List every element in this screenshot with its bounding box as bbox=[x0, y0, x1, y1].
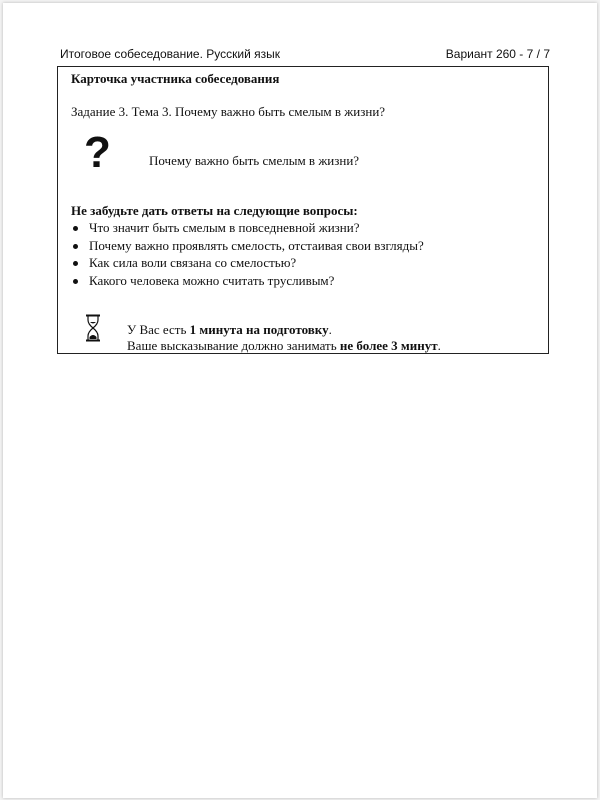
question-mark-icon: ? bbox=[84, 128, 111, 177]
prep-text-a: У Вас есть bbox=[127, 322, 190, 337]
question-text: Почему важно проявлять смелость, отстаивая свои взгляды? bbox=[89, 237, 424, 253]
card-title: Карточка участника собеседования bbox=[71, 71, 280, 86]
document-page bbox=[3, 3, 597, 798]
prep-text-c: . bbox=[328, 322, 332, 337]
prep-time-text bbox=[127, 322, 332, 338]
question-text: Как сила воли связана со смелостью? bbox=[89, 255, 297, 270]
answer-time-text bbox=[127, 338, 441, 354]
list-item bbox=[71, 273, 424, 291]
prep-time-value: 1 минута на подготовку bbox=[189, 322, 329, 337]
list-item bbox=[71, 255, 424, 273]
list-item bbox=[71, 220, 424, 238]
question-text: Что значит быть смелым в повседневной жизни? bbox=[89, 220, 360, 235]
bullet-icon bbox=[73, 261, 78, 266]
answer-text-a: Ваше высказывание должно занимать bbox=[127, 338, 340, 353]
bullet-icon bbox=[73, 244, 78, 249]
list-item bbox=[71, 238, 424, 256]
hourglass-icon bbox=[85, 314, 101, 342]
answer-text-c: . bbox=[437, 338, 441, 353]
page-header bbox=[60, 47, 550, 61]
question-list bbox=[71, 220, 424, 290]
participant-card bbox=[57, 66, 549, 354]
reminder-heading: Не забудьте дать ответы на следующие вопросы: bbox=[71, 203, 358, 218]
header-variant: Вариант 260 - 7 / 7 bbox=[445, 47, 550, 61]
bullet-icon bbox=[73, 226, 78, 231]
question-text: Какого человека можно считать трусливым? bbox=[89, 272, 335, 288]
answer-time-value: не более 3 минут bbox=[339, 338, 438, 353]
bullet-icon bbox=[73, 279, 78, 284]
task-heading: Задание 3. Тема 3. Почему важно быть смелым в жизни? bbox=[71, 104, 386, 119]
topic-question: Почему важно быть смелым в жизни? bbox=[149, 153, 360, 168]
header-subject: Итоговое собеседование. Русский язык bbox=[60, 47, 280, 61]
